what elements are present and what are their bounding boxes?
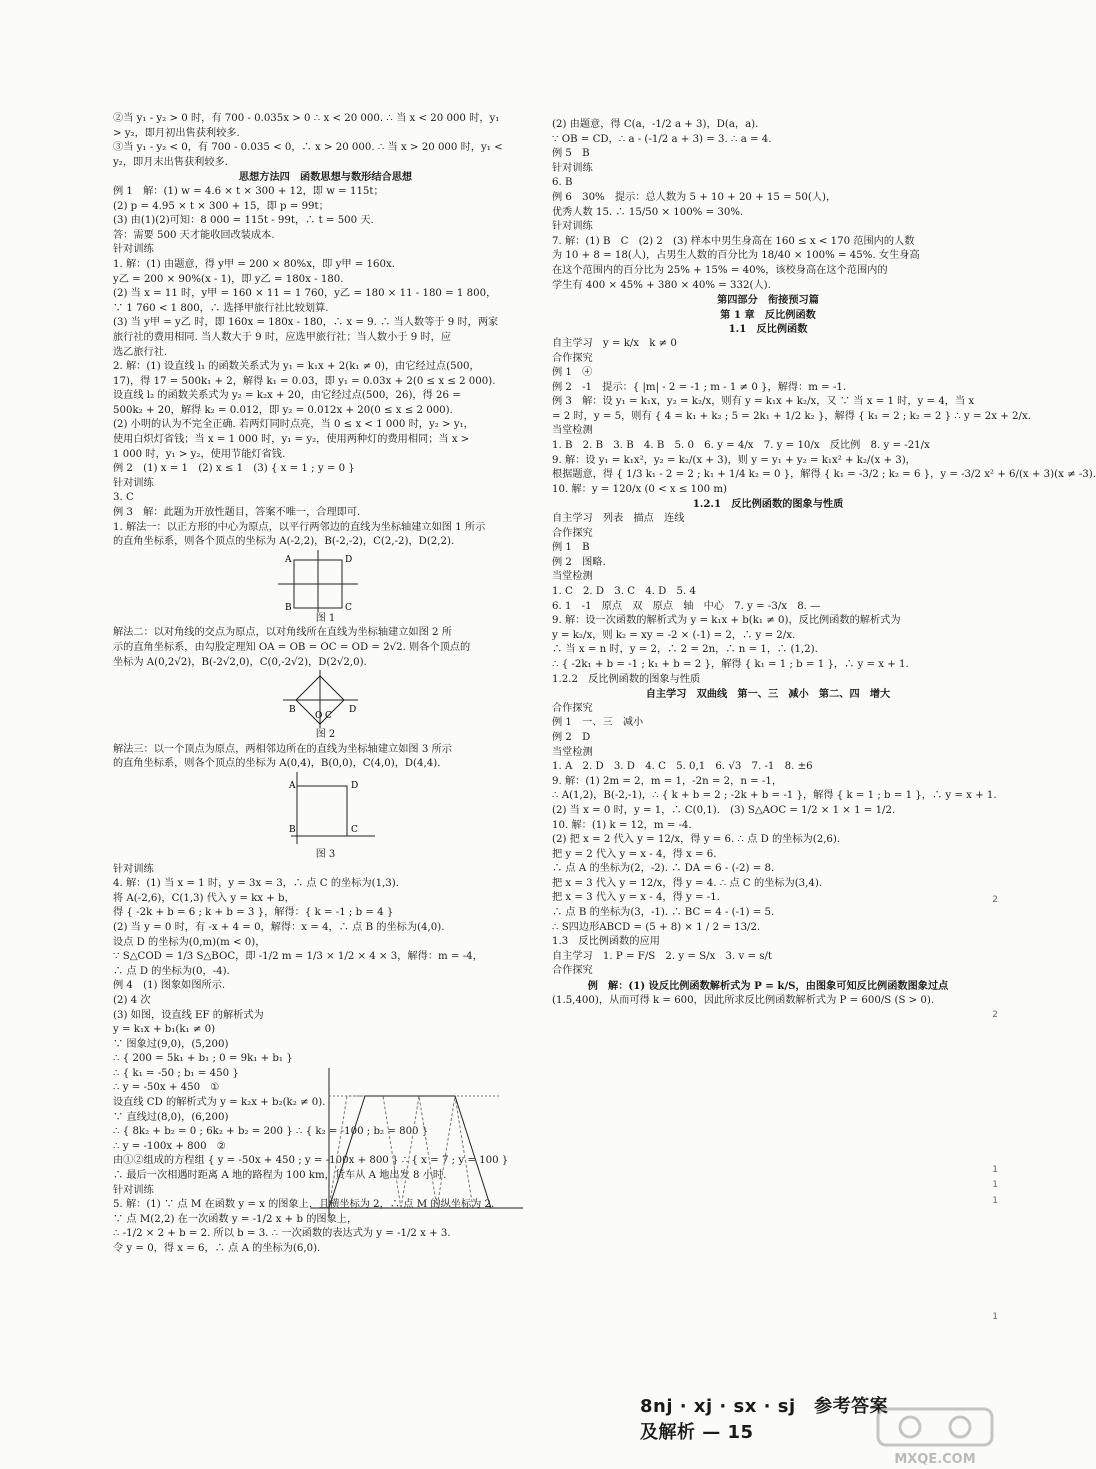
text-line: 根据题意，得 { 1/3 k₁ - 2 = 2 ; k₁ + 1/4 k₂ = 0 }，解得 { k₁ = -3/2 ; k₂ = 6 }，y = -3/2 x² + 6/(x + 3)(x ≠ -3). <box>552 469 1096 481</box>
text-line: 6. 1 -1 原点 双 原点 轴 中心 7. y = -3/x 8. — <box>552 600 821 612</box>
text-line: 例 2 -1 提示：{ |m| - 2 = -1 ; m - 1 ≠ 0 }，解得：m = -1. <box>552 381 847 393</box>
text-line: 把 x = 3 代入 y = 12/x，得 y = 4. ∴ 点 C 的坐标为(3,4). <box>552 877 823 889</box>
text-line: ∴ 点 B 的坐标为(3，-1). ∴ BC = 4 - (-1) = 5. <box>552 907 775 919</box>
edge-mark: 2 <box>992 895 998 905</box>
text-line: 令 y = 0，得 x = 6，∴ 点 A 的坐标为(6,0). <box>113 1243 321 1254</box>
text-line: 例 3 解：此题为开放性题目，答案不唯一，合理即可. <box>113 507 361 519</box>
text-line: 的直角坐标系，则各个顶点的坐标为 A(0,4)，B(0,0)，C(4,0)，D(4,4). <box>113 758 441 770</box>
text-line: 例 3 解：设 y₁ = k₁x，y₂ = k₂/x，则有 y = k₁x + k₂/x，又 ∵ 当 x = 1 时，y = 4，当 x <box>552 396 975 408</box>
text-line: (2) p = 4.95 × t × 300 + 15，即 p = 99t； <box>113 200 329 212</box>
text-line: 10. 解：(1) k = 12，m = -4. <box>552 819 692 831</box>
text-line: 10. 解：y = 120/x (0 < x ≤ 100 m) <box>552 483 727 495</box>
text-line: 合作探究 <box>552 702 593 714</box>
text-line: 解法二：以对角线的交点为原点，以对角线所在直线为坐标轴建立如图 2 所 <box>113 627 452 639</box>
text-line: 1.2.2 反比例函数的图象与性质 <box>552 673 701 685</box>
text-line: y₂，即月末出售获利较多. <box>113 156 228 168</box>
svg-text:C: C <box>351 824 358 835</box>
text-line: ∵ 图象过(9,0)，(5,200) <box>113 1038 229 1050</box>
text-line: 1. 解法一：以正方形的中心为原点，以平行两邻边的直线为坐标轴建立如图 1 所示 <box>113 521 486 533</box>
text-line: 例 6 30% 提示：总人数为 5 + 10 + 20 + 15 = 50(人)， <box>552 191 837 203</box>
text-line: 自主学习 双曲线 第一、三 减小 第二、四 增大 <box>645 688 891 701</box>
text-line: (2) 当 y = 0 时，有 -x + 4 = 0，解得：x = 4，∴ 点 B 的坐标为(4,0). <box>113 921 445 933</box>
text-line: 第四部分 衔接预习篇 <box>717 294 819 307</box>
text-line: ∴ 最后一次相遇时距离 A 地的路程为 100 km，货车从 A 地出发 8 小时. <box>113 1170 447 1182</box>
text-line: 为 10 + 8 = 18(人)，占男生人数的百分比为 18/40 × 100% = 45%. 女生身高 <box>552 250 920 262</box>
text-line: (2) 由题意，得 C(a，-1/2 a + 3)，D(a，a). <box>552 119 759 130</box>
text-line: (2) 小明的认为不完全正确. 若两灯同时点亮，当 0 ≤ x < 1 000 时，y₂ > y₁， <box>113 419 474 431</box>
text-line: (2) 4 次 <box>113 994 151 1006</box>
text-line: 例 4 (1) 图象如图所示. <box>113 980 226 992</box>
text-line: ∴ { 8k₂ + b₂ = 0 ; 6k₂ + b₂ = 200 } ∴ { k₂ = -100 ; b₂ = 800 } <box>113 1126 429 1138</box>
edge-mark: 1 <box>992 1196 998 1206</box>
text-line: 1.3 反比例函数的应用 <box>552 936 660 948</box>
text-line: ∴ { -2k₁ + b = -1 ; k₁ + b = 2 }，解得 { k₁ = 1 ; b = 1 }，∴ y = x + 1. <box>552 658 909 670</box>
text-line: 学生有 400 × 45% + 380 × 40% = 332(人). <box>552 279 771 291</box>
text-line: 针对训练 <box>113 863 154 875</box>
text-line: 9. 解：设一次函数的解析式为 y = k₁x + b(k₁ ≠ 0)，反比例函数的解析式为 <box>552 615 901 627</box>
text-line: ∴ y = -50x + 450 ① <box>113 1082 220 1094</box>
text-line: (2) 当 x = 11 时，y甲 = 160 × 11 = 1 760，y乙 = 180 × 11 - 180 = 1 800， <box>113 288 497 300</box>
text-line: 例 1 解：(1) w = 4.6 × t × 300 + 12，即 w = 115t； <box>113 185 384 197</box>
text-line: ∴ 点 D 的坐标为(0，-4). <box>113 965 230 977</box>
text-line: 500k₂ + 20，解得 k₂ = 0.012，即 y₂ = 0.012x + 20(0 ≤ x ≤ 2 000). <box>113 404 453 416</box>
watermark-logo <box>870 1405 1000 1469</box>
text-line: 针对训练 <box>113 477 154 489</box>
svg-text:A: A <box>289 780 296 791</box>
text-line: 9. 解：(1) 2m = 2，m = 1，-2n = 2，n = -1， <box>552 775 783 787</box>
svg-text:B: B <box>289 824 296 835</box>
text-line: 合作探究 <box>552 965 593 977</box>
text-line: 设直线 CD 的解析式为 y = k₂x + b₂(k₂ ≠ 0). <box>113 1097 326 1109</box>
text-line: 1. C 2. D 3. C 4. D 5. 4 <box>552 586 696 597</box>
text-line: 设直线 l₂ 的函数关系式为 y₂ = k₂x + 20，由它经过点(500，26)，得 26 = <box>113 390 461 402</box>
right-column <box>552 118 1096 1008</box>
text-line: 17)，得 17 = 500k₁ + 2，解得 k₁ = 0.03，即 y₁ = 0.03x + 2(0 ≤ x ≤ 2 000). <box>113 375 496 387</box>
text-line: (2) 把 x = 2 代入 y = 12/x，得 y = 6. ∴ 点 D 的坐标为(2,6). <box>552 834 841 846</box>
text-line: ∵ 直线过(8,0)，(6,200) <box>113 1111 229 1123</box>
text-line: 1. 解：(1) 由题意，得 y甲 = 200 × 80%x，即 y甲 = 160x. <box>113 258 395 270</box>
text-line: (3) 如图，设直线 EF 的解析式为 <box>113 1009 264 1021</box>
text-line: ∵ 点 M(2,2) 在一次函数 y = -1/2 x + b 的图象上， <box>113 1213 358 1225</box>
page-footer: 8nj · xj · sx · sj 参考答案及解析 — 15 <box>640 1396 889 1443</box>
text-line: 在这个范围内的百分比为 25% + 15% = 40%，该校身高在这个范围内的 <box>552 264 888 276</box>
figure-caption: 图 3 <box>315 848 336 860</box>
figure <box>113 772 538 848</box>
text-line: 针对训练 <box>552 221 593 233</box>
text-line: 把 y = 2 代入 y = x - 4，得 x = 6. <box>552 848 717 860</box>
text-line: 例 2 (1) x = 1 (2) x ≤ 1 (3) { x = 1 ; y = 0 } <box>113 463 355 475</box>
text-line: 9. 解：设 y₁ = k₁x²，y₂ = k₂/(x + 3)，则 y = y₁ + y₂ = k₁x² + k₂/(x + 3)， <box>552 454 916 466</box>
text-line: 选乙旅行社. <box>113 346 168 358</box>
edge-mark: 2 <box>992 1010 998 1020</box>
figure <box>113 550 538 612</box>
figure <box>113 670 538 728</box>
text-line: ②当 y₁ - y₂ > 0 时，有 700 - 0.035x > 0 ∴ x < 20 000. ∴ 当 x < 20 000 时，y₁ <box>113 113 500 124</box>
text-line: 当堂检测 <box>552 425 593 437</box>
text-line: 2. 解：(1) 设直线 l₁ 的函数关系式为 y₁ = k₁x + 2(k₁ ≠ 0)，由它经过点(500， <box>113 361 480 373</box>
svg-text:B: B <box>289 705 296 716</box>
text-line: 使用白炽灯省钱；当 x = 1 000 时，y₁ = y₂，使用两种灯的费用相同；当 x > <box>113 434 470 446</box>
text-line: 坐标为 A(0,2√2)，B(-2√2,0)，C(0,-2√2)，D(2√2,0). <box>113 656 367 668</box>
text-line: y = k₂/x，则 k₂ = xy = -2 × (-1) = 2，∴ y = 2/x. <box>552 629 796 641</box>
svg-text:C: C <box>345 602 352 613</box>
text-line: 1.1 反比例函数 <box>728 323 808 336</box>
text-line: ∴ { k₁ = -50 ; b₁ = 450 } <box>113 1067 239 1079</box>
svg-text:B: B <box>285 602 292 613</box>
text-line: (3) 当 y甲 = y乙 时，即 160x = 180x - 180，∴ x = 9. ∴ 当人数等于 9 时，两家 <box>113 317 499 329</box>
text-line: 例 2 图略. <box>552 556 606 568</box>
text-line: ∵ 1 760 < 1 800，∴ 选择甲旅行社比较划算. <box>113 302 329 314</box>
text-line: 解法三：以一个顶点为原点，两相邻边所在的直线为坐标轴建立如图 3 所示 <box>113 743 452 755</box>
text-line: 1.2.1 反比例函数的图象与性质 <box>692 498 844 511</box>
text-line: y = k₁x + b₁(k₁ ≠ 0) <box>113 1024 216 1036</box>
text-line: 5. 解：(1) ∵ 点 M 在函数 y = x 的图象上，且横坐标为 2，∴ 点 M 的纵坐标为 2. <box>113 1199 495 1211</box>
text-line: 思想方法四 函数思想与数形结合思想 <box>238 171 413 184</box>
svg-text:C: C <box>325 711 332 722</box>
text-line: 自主学习 y = k/x k ≠ 0 <box>552 337 677 349</box>
watermark-text: MXQE.COM <box>894 1452 976 1467</box>
text-line: 当堂检测 <box>552 746 593 758</box>
text-line: (2) 当 x = 0 时，y = 1，∴ C(0,1). (3) S△AOC = 1/2 × 1 × 1 = 1/2. <box>552 804 896 816</box>
text-line: 例 解：(1) 设反比例函数解析式为 P = k/S，由图象可知反比例函数图象过点 <box>587 980 949 993</box>
text-line: ∴ S四边形ABCD = (5 + 8) × 1 / 2 = 13/2. <box>552 921 761 933</box>
text-line: 得 { -2k + b = 6 ; k + b = 3 }，解得：{ k = -1 ; b = 4 } <box>113 907 394 919</box>
text-line: 3. C <box>113 492 134 504</box>
text-line: 答：需要 500 天才能收回改装成本. <box>113 229 275 241</box>
text-line: ∵ OB = CD，∴ a - (-1/2 a + 3) = 3. ∴ a = 4. <box>552 133 772 145</box>
text-line: 例 1 B <box>552 542 590 554</box>
left-column <box>113 112 538 1257</box>
text-line: 由①②组成的方程组 { y = -50x + 450 ; y = -100x + 800 } ∴ { x = 7 ; y = 100 } <box>113 1155 509 1167</box>
text-line: 把 x = 3 代入 y = x - 4，得 y = -1. <box>552 892 720 904</box>
edge-mark: 1 <box>992 1180 998 1190</box>
text-line: = 2 时，y = 5，则有 { 4 = k₁ + k₂ ; 5 = 2k₁ + 1/2 k₂ }，解得 { k₁ = 2 ; k₂ = 2 } ∴ y = 2x + 2/x. <box>552 410 1031 422</box>
text-line: 将 A(-2,6)，C(1,3) 代入 y = kx + b， <box>113 892 295 904</box>
text-line: (3) 由(1)(2)可知：8 000 = 115t - 99t，∴ t = 500 天. <box>113 215 374 227</box>
text-line: 针对训练 <box>113 1184 154 1196</box>
text-line: 针对训练 <box>113 244 154 256</box>
svg-text:D: D <box>345 554 353 565</box>
text-line: 7. 解：(1) B C (2) 2 (3) 样本中男生身高在 160 ≤ x < 170 范围内的人数 <box>552 235 915 247</box>
text-line: ③当 y₁ - y₂ < 0，有 700 - 0.035 < 0，∴ x > 20 000. ∴ 当 x > 20 000 时，y₁ < <box>113 142 503 154</box>
text-line: ∵ S△COD = 1/3 S△BOC，即 -1/2 m = 1/3 × 1/2 × 4 × 3，解得：m = -4， <box>113 951 483 963</box>
text-line: > y₂，即月初出售获利较多. <box>113 127 240 139</box>
text-line: 1. B 2. B 3. B 4. B 5. 0 6. y = 4/x 7. y = 10/x 反比例 8. y = -21/x <box>552 440 930 452</box>
text-line: 合作探究 <box>552 352 593 364</box>
figure-caption: 图 1 <box>315 612 336 624</box>
text-line: 1. A 2. D 3. D 4. C 5. 0,1 6. √3 7. -1 8. ±6 <box>552 761 813 773</box>
text-line: ∴ 当 x = n 时，y = 2，∴ 2 = 2n，∴ n = 1，∴ (1,2). <box>552 644 818 656</box>
figure-caption: 图 2 <box>315 729 336 741</box>
text-line: ∴ 点 A 的坐标为(2，-2). ∴ DA = 6 - (-2) = 8. <box>552 863 775 875</box>
text-line: 优秀人数 15. ∴ 15/50 × 100% = 30%. <box>552 206 744 218</box>
svg-text:A: A <box>285 554 292 565</box>
edge-mark: 1 <box>992 1165 998 1175</box>
svg-text:O: O <box>315 711 323 722</box>
text-line: ∴ { 200 = 5k₁ + b₁ ; 0 = 9k₁ + b₁ } <box>113 1053 293 1065</box>
text-line: 自主学习 列表 描点 连线 <box>552 513 685 525</box>
edge-mark: 1 <box>992 1312 998 1322</box>
text-line: 例 1 一、三 减小 <box>552 717 644 729</box>
text-line: ∴ A(1,2)，B(-2,-1)，∴ { k + b = 2 ; -2k + b = -1 }，解得 { k = 1 ; b = 1 }，∴ y = x + 1. <box>552 790 997 802</box>
text-line: 当堂检测 <box>552 571 593 583</box>
text-line: 6. B <box>552 177 573 189</box>
text-line: 例 5 B <box>552 148 590 160</box>
svg-text:D: D <box>349 705 357 716</box>
svg-text:D: D <box>351 780 359 791</box>
text-line: ∴ -1/2 × 2 + b = 2. 所以 b = 3. ∴ 一次函数的表达式为 y = -1/2 x + 3. <box>113 1228 451 1240</box>
text-line: 设点 D 的坐标为(0,m)(m < 0)， <box>113 936 266 948</box>
text-line: 的直角坐标系，则各个顶点的坐标为 A(-2,2)，B(-2,-2)，C(2,-2)，D(2,2). <box>113 536 455 548</box>
text-line: 合作探究 <box>552 527 593 539</box>
text-line: (1.5,400)，从而可得 k = 600，因此所求反比例函数解析式为 P = 600/S (S > 0). <box>552 994 935 1006</box>
text-line: ∴ y = -100x + 800 ② <box>113 1140 226 1152</box>
text-line: 针对训练 <box>552 162 593 174</box>
text-line: 自主学习 1. P = F/S 2. y = S/x 3. v = s/t <box>552 950 772 962</box>
text-line: 4. 解：(1) 当 x = 1 时，y = 3x = 3，∴ 点 C 的坐标为(1,3). <box>113 878 399 890</box>
text-line: y乙 = 200 × 90%(x - 1)，即 y乙 = 180x - 180. <box>113 273 344 285</box>
text-line: 第 1 章 反比例函数 <box>720 308 816 321</box>
text-line: 旅行社的费用相同. 当人数大于 9 时，应选甲旅行社；当人数小于 9 时，应 <box>113 331 452 343</box>
text-line: 1 000 时，y₁ > y₂，使用节能灯省钱. <box>113 448 286 460</box>
text-line: 例 1 ④ <box>552 367 593 379</box>
trip-graph <box>301 1068 526 1234</box>
text-line: 例 2 D <box>552 731 591 743</box>
text-line: 示的直角坐标系，由勾股定理知 OA = OB = OC = OD = 2√2. 则各个顶点的 <box>113 642 471 653</box>
